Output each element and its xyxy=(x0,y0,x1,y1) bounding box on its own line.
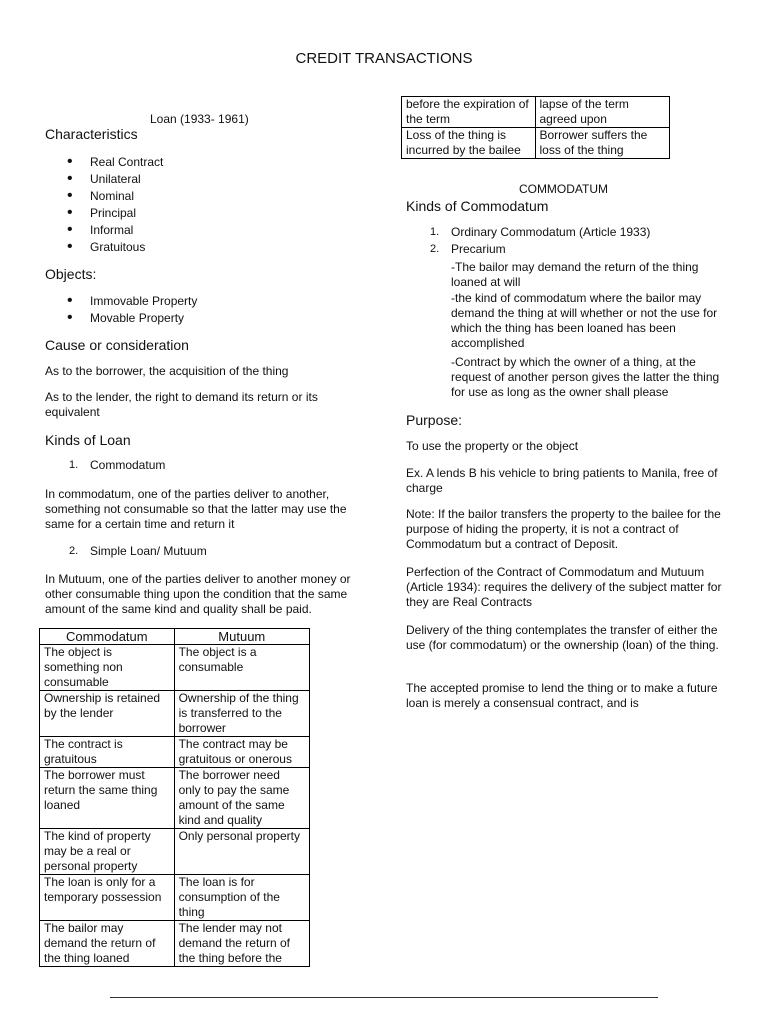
list-item: • Informal xyxy=(45,223,345,240)
table-cell: The borrower need only to pay the same amount of the same kind and quality xyxy=(174,768,309,829)
cause-lender: As to the lender, the right to demand its return or its equivalent xyxy=(45,390,318,419)
table-cell: The object is something non consumable xyxy=(40,645,175,691)
precarium-description-3: -Contract by which the owner of a thing, at the request of another person gives the latter the thing for use as long as the owner shall please xyxy=(451,355,720,399)
list-item xyxy=(406,225,726,242)
table-cell: The loan is for consumption of the thing xyxy=(174,875,309,921)
table-row xyxy=(40,875,310,921)
table-cell: Ownership is retained by the lender xyxy=(40,691,175,737)
table-cell: Borrower suffers the loss of the thing xyxy=(535,128,670,159)
objects-list xyxy=(45,294,345,328)
kinds-list-2 xyxy=(45,544,365,559)
kinds-of-loan-heading: Kinds of Loan xyxy=(45,432,131,448)
kinds-of-commodatum-heading: Kinds of Commodatum xyxy=(406,198,549,214)
accepted-promise-text: The accepted promise to lend the thing or to make a future loan is merely a consensual contract, and is xyxy=(406,681,718,710)
table-cell: The loan is only for a temporary possession xyxy=(40,875,175,921)
list-item: • Principal xyxy=(45,206,345,223)
list-item: • Gratuitous xyxy=(45,240,345,257)
list-item-label: Ordinary Commodatum (Article 1933) xyxy=(451,225,651,239)
table-cell: Ownership of the thing is transferred to the borrower xyxy=(174,691,309,737)
table-cell: Loss of the thing is incurred by the bailee xyxy=(402,128,536,159)
list-item: • Nominal xyxy=(45,189,345,206)
delivery-text: Delivery of the thing contemplates the transfer of either the use (for commodatum) or the ownership (loan) of the thing. xyxy=(406,623,719,652)
list-number: 2. xyxy=(69,545,79,557)
cause-heading: Cause or consideration xyxy=(45,337,189,353)
list-item: • Movable Property xyxy=(45,311,345,328)
commodatum-description: In commodatum, one of the parties deliver to another, something not consumable so that the latter may use the same for a certain time and return it xyxy=(45,487,347,531)
cause-borrower: As to the borrower, the acquisition of the thing xyxy=(45,364,289,378)
note-text: Note: If the bailor transfers the property to the bailee for the purpose of hiding the property, it is not a contract of Commodatum but a contract of Deposit. xyxy=(406,507,721,551)
mutuum-description: In Mutuum, one of the parties deliver to another money or other consumable thing upon the condition that the same amount of the same kind and quality shall be paid. xyxy=(45,572,351,616)
list-item xyxy=(45,544,365,559)
table-row xyxy=(40,829,310,875)
page-title: CREDIT TRANSACTIONS xyxy=(295,50,473,67)
list-item: • Immovable Property xyxy=(45,294,345,311)
table-cell: lapse of the term agreed upon xyxy=(535,97,670,128)
characteristics-heading: Characteristics xyxy=(45,126,138,142)
list-number: 1. xyxy=(430,226,440,238)
purpose-heading: Purpose: xyxy=(406,412,463,428)
table-cell: The object is a consumable xyxy=(174,645,309,691)
table-row xyxy=(40,737,310,768)
column-header-commodatum: Commodatum xyxy=(40,629,175,645)
list-item-label: Simple Loan/ Mutuum xyxy=(90,544,207,558)
table-row xyxy=(40,921,310,967)
table-cell: Only personal property xyxy=(174,829,309,875)
perfection-text: Perfection of the Contract of Commodatum and Mutuum (Article 1934): requires the delivery of the subject matter for they are Real Contracts xyxy=(406,565,722,609)
table-header-row xyxy=(40,629,310,645)
objects-heading: Objects: xyxy=(45,266,97,282)
list-number: 2. xyxy=(430,243,440,255)
table-cell: The bailor may demand the return of the thing loaned xyxy=(40,921,175,967)
table-row xyxy=(40,691,310,737)
table-cell: before the expiration of the term xyxy=(402,97,536,128)
continued-table xyxy=(401,96,670,159)
example-text: Ex. A lends B his vehicle to bring patients to Manila, free of charge xyxy=(406,466,718,495)
kinds-list-1 xyxy=(45,458,365,473)
commodatum-heading: COMMODATUM xyxy=(518,182,609,196)
table-cell: The contract may be gratuitous or onerous xyxy=(174,737,309,768)
table-row xyxy=(402,97,670,128)
list-item xyxy=(45,458,365,473)
table-cell: The borrower must return the same thing loaned xyxy=(40,768,175,829)
purpose-text: To use the property or the object xyxy=(406,439,579,453)
list-item: • Unilateral xyxy=(45,172,345,189)
table-row xyxy=(40,768,310,829)
table-row xyxy=(402,128,670,159)
precarium-description-1: -The bailor may demand the return of the thing loaned at will xyxy=(451,260,699,289)
comparison-table xyxy=(39,628,310,967)
column-header-mutuum: Mutuum xyxy=(174,629,309,645)
table-cell: The lender may not demand the return of the thing before the xyxy=(174,921,309,967)
list-item-label: Commodatum xyxy=(90,458,166,472)
characteristics-list xyxy=(45,155,345,257)
commodatum-kinds-list xyxy=(406,225,726,257)
precarium-description-2: -the kind of commodatum where the bailor may demand the thing at will whether or not the use for which the thing has been loaned has been accomplished xyxy=(451,291,718,350)
table-row xyxy=(40,645,310,691)
list-item-label: Precarium xyxy=(451,242,506,256)
footer-divider xyxy=(110,997,658,998)
list-item: • Real Contract xyxy=(45,155,345,172)
list-item xyxy=(406,242,726,257)
list-number: 1. xyxy=(69,459,79,471)
loan-heading: Loan (1933- 1961) xyxy=(150,112,249,126)
table-cell: The kind of property may be a real or personal property xyxy=(40,829,175,875)
table-cell: The contract is gratuitous xyxy=(40,737,175,768)
